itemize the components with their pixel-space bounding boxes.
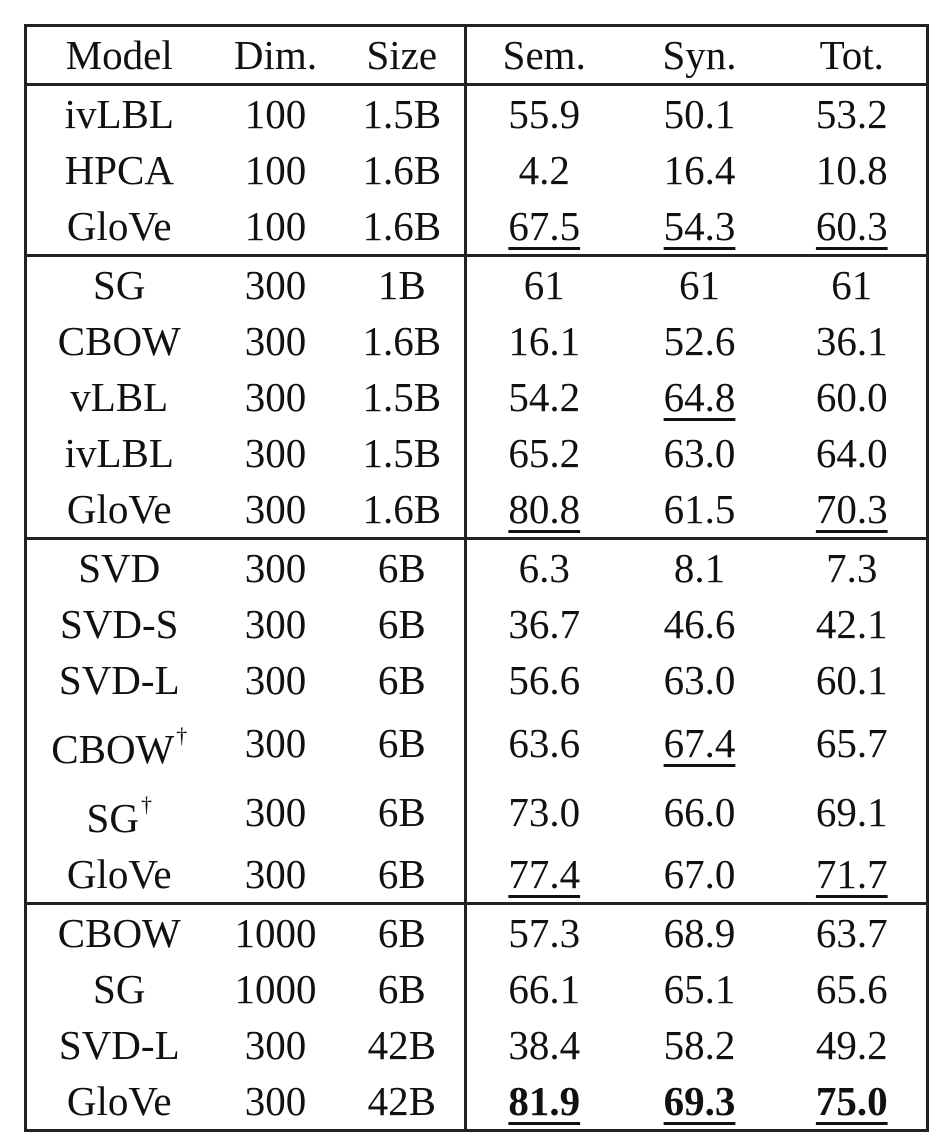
header-row: [26, 26, 928, 85]
cell-sem: [466, 961, 622, 1017]
cell-text: 60.3: [815, 203, 888, 249]
cell-sem: [466, 198, 622, 256]
header-tot: Tot.: [778, 26, 928, 85]
cell-size: [340, 85, 466, 143]
cell-text: 80.8: [508, 486, 581, 532]
cell-text: 65.2: [508, 430, 581, 476]
cell-sem: [466, 1073, 622, 1131]
cell-text: 6B: [377, 966, 426, 1012]
cell-text: SG: [86, 795, 139, 841]
table-row: [26, 1017, 928, 1073]
cell-dim: [212, 777, 340, 846]
cell-dim: [212, 596, 340, 652]
cell-syn: [622, 369, 778, 425]
cell-syn: [622, 596, 778, 652]
cell-size: [340, 481, 466, 539]
cell-syn: [622, 1017, 778, 1073]
cell-dim: [212, 1073, 340, 1131]
cell-dim: [212, 904, 340, 962]
cell-size: [340, 904, 466, 962]
cell-text: 57.3: [508, 910, 581, 956]
table-row: [26, 369, 928, 425]
cell-text: 81.9: [508, 1078, 581, 1124]
cell-tot: [778, 961, 928, 1017]
header-size: Size: [340, 26, 466, 85]
cell-tot: [778, 256, 928, 314]
cell-tot: [778, 904, 928, 962]
cell-tot: [778, 142, 928, 198]
dagger-mark: †: [140, 792, 152, 817]
cell-sem: [466, 256, 622, 314]
cell-dim: [212, 425, 340, 481]
cell-text: 65.1: [663, 966, 736, 1012]
cell-model: [26, 539, 212, 597]
table-row: [26, 596, 928, 652]
cell-syn: [622, 846, 778, 904]
cell-size: [340, 846, 466, 904]
table-row: [26, 1073, 928, 1131]
cell-dim: [212, 652, 340, 708]
cell-text: 61: [831, 262, 873, 308]
cell-sem: [466, 313, 622, 369]
cell-size: [340, 425, 466, 481]
cell-model: [26, 1017, 212, 1073]
cell-text: 1.5B: [362, 430, 442, 476]
cell-text: 63.6: [508, 719, 581, 766]
cell-text: 67.5: [508, 203, 581, 249]
cell-text: 36.7: [508, 601, 581, 647]
cell-tot: [778, 425, 928, 481]
cell-text: vLBL: [70, 374, 169, 420]
cell-sem: [466, 85, 622, 143]
table-row: [26, 198, 928, 256]
cell-model: [26, 777, 212, 846]
cell-syn: [622, 539, 778, 597]
cell-size: [340, 1017, 466, 1073]
cell-dim: [212, 846, 340, 904]
cell-text: 58.2: [663, 1022, 736, 1068]
cell-tot: [778, 652, 928, 708]
cell-text: 42B: [367, 1078, 436, 1124]
cell-text: 66.1: [508, 966, 581, 1012]
cell-syn: [622, 85, 778, 143]
cell-text: 66.0: [663, 788, 736, 835]
cell-text: 56.6: [508, 657, 581, 703]
cell-text: 52.6: [663, 318, 736, 364]
cell-text: 300: [244, 374, 307, 420]
cell-dim: [212, 708, 340, 777]
cell-tot: [778, 481, 928, 539]
cell-tot: [778, 85, 928, 143]
cell-text: GloVe: [66, 203, 172, 249]
cell-text: GloVe: [66, 1078, 172, 1124]
table-row: [26, 142, 928, 198]
cell-tot: [778, 846, 928, 904]
cell-text: 1000: [234, 910, 317, 956]
cell-text: 63.0: [663, 657, 736, 703]
cell-text: 1.5B: [362, 374, 442, 420]
dagger-mark: †: [176, 723, 188, 748]
cell-model: [26, 961, 212, 1017]
cell-text: 49.2: [815, 1022, 888, 1068]
header-sem: Sem.: [466, 26, 622, 85]
cell-tot: [778, 777, 928, 846]
cell-sem: [466, 481, 622, 539]
cell-model: [26, 256, 212, 314]
cell-dim: [212, 85, 340, 143]
cell-text: 64.8: [663, 374, 736, 420]
cell-text: 63.7: [815, 910, 888, 956]
cell-text: 60.0: [815, 374, 888, 420]
cell-syn: [622, 256, 778, 314]
cell-syn: [622, 425, 778, 481]
cell-sem: [466, 708, 622, 777]
table-row: [26, 777, 928, 846]
cell-model: [26, 142, 212, 198]
cell-syn: [622, 481, 778, 539]
cell-size: [340, 777, 466, 846]
cell-size: [340, 198, 466, 256]
cell-sem: [466, 142, 622, 198]
cell-sem: [466, 846, 622, 904]
cell-text: SVD-S: [60, 601, 179, 647]
cell-syn: [622, 708, 778, 777]
cell-text: 64.0: [815, 430, 888, 476]
cell-text: SVD: [78, 545, 161, 591]
cell-text: 300: [244, 262, 307, 308]
cell-text: 1.6B: [362, 203, 442, 249]
cell-text: 1B: [377, 262, 426, 308]
cell-text: 73.0: [508, 788, 581, 835]
cell-sem: [466, 652, 622, 708]
cell-size: [340, 142, 466, 198]
cell-text: CBOW: [51, 726, 175, 772]
cell-text: 100: [244, 147, 307, 193]
cell-text: 300: [244, 1078, 307, 1124]
table-row: [26, 481, 928, 539]
cell-text: 65.6: [815, 966, 888, 1012]
cell-sem: [466, 1017, 622, 1073]
cell-syn: [622, 198, 778, 256]
cell-text: 36.1: [815, 318, 888, 364]
table-row: [26, 904, 928, 962]
cell-size: [340, 1073, 466, 1131]
cell-size: [340, 961, 466, 1017]
cell-tot: [778, 369, 928, 425]
cell-text: 67.0: [663, 851, 736, 897]
table-row: [26, 708, 928, 777]
word-analogy-results-table: [24, 24, 929, 1132]
cell-dim: [212, 539, 340, 597]
cell-text: 68.9: [663, 910, 736, 956]
cell-size: [340, 596, 466, 652]
cell-text: 300: [244, 318, 307, 364]
cell-text: 6.3: [518, 545, 570, 591]
results-table-container: [24, 24, 926, 1132]
cell-dim: [212, 142, 340, 198]
cell-text: 6B: [377, 910, 426, 956]
cell-sem: [466, 539, 622, 597]
cell-syn: [622, 777, 778, 846]
cell-dim: [212, 481, 340, 539]
cell-dim: [212, 961, 340, 1017]
cell-text: 300: [244, 657, 307, 703]
cell-text: 42.1: [815, 601, 888, 647]
cell-tot: [778, 1073, 928, 1131]
cell-size: [340, 256, 466, 314]
cell-model: [26, 846, 212, 904]
cell-syn: [622, 961, 778, 1017]
cell-model: [26, 198, 212, 256]
table-row: [26, 425, 928, 481]
cell-text: 10.8: [815, 147, 888, 193]
cell-text: 65.7: [815, 719, 888, 766]
cell-text: GloVe: [66, 851, 172, 897]
cell-text: 300: [244, 486, 307, 532]
cell-text: 53.2: [815, 91, 888, 137]
cell-text: 8.1: [673, 545, 726, 591]
table-row: [26, 85, 928, 143]
cell-text: ivLBL: [64, 91, 174, 137]
cell-text: 70.3: [815, 486, 888, 532]
cell-syn: [622, 904, 778, 962]
cell-text: 4.2: [518, 147, 570, 193]
cell-text: 6B: [377, 788, 426, 835]
cell-sem: [466, 425, 622, 481]
cell-model: [26, 481, 212, 539]
cell-text: 50.1: [663, 91, 736, 137]
cell-dim: [212, 313, 340, 369]
cell-tot: [778, 1017, 928, 1073]
cell-text: 63.0: [663, 430, 736, 476]
cell-syn: [622, 142, 778, 198]
table-row: [26, 539, 928, 597]
cell-size: [340, 652, 466, 708]
cell-model: [26, 369, 212, 425]
table-row: [26, 313, 928, 369]
header-syn: Syn.: [622, 26, 778, 85]
cell-size: [340, 313, 466, 369]
cell-text: 67.4: [663, 719, 736, 766]
cell-text: 6B: [377, 657, 426, 703]
cell-text: 46.6: [663, 601, 736, 647]
cell-text: SG: [93, 966, 146, 1012]
cell-size: [340, 708, 466, 777]
cell-text: 54.3: [663, 203, 736, 249]
cell-text: 69.1: [815, 788, 888, 835]
table-body: [26, 85, 928, 1131]
cell-size: [340, 539, 466, 597]
cell-text: 16.1: [508, 318, 581, 364]
cell-tot: [778, 539, 928, 597]
cell-text: 55.9: [508, 91, 581, 137]
cell-text: 1000: [234, 966, 317, 1012]
cell-text: 61: [523, 262, 565, 308]
cell-dim: [212, 256, 340, 314]
cell-text: 1.6B: [362, 486, 442, 532]
table-row: [26, 256, 928, 314]
cell-size: [340, 369, 466, 425]
cell-syn: [622, 1073, 778, 1131]
cell-model: [26, 425, 212, 481]
cell-sem: [466, 369, 622, 425]
cell-text: 300: [244, 601, 307, 647]
cell-text: 6B: [377, 719, 426, 766]
cell-text: 60.1: [815, 657, 888, 703]
cell-text: SVD-L: [58, 657, 180, 703]
cell-text: 300: [244, 1022, 307, 1068]
cell-text: 300: [244, 545, 307, 591]
cell-sem: [466, 904, 622, 962]
cell-text: 75.0: [815, 1078, 888, 1124]
cell-model: [26, 313, 212, 369]
cell-model: [26, 708, 212, 777]
cell-dim: [212, 1017, 340, 1073]
cell-text: 16.4: [663, 147, 736, 193]
cell-text: 300: [244, 719, 307, 766]
cell-sem: [466, 596, 622, 652]
cell-text: 6B: [377, 851, 426, 897]
cell-text: CBOW: [57, 318, 181, 364]
table-row: [26, 846, 928, 904]
cell-text: 77.4: [508, 851, 581, 897]
cell-text: SG: [93, 262, 146, 308]
cell-text: 300: [244, 851, 307, 897]
cell-model: [26, 1073, 212, 1131]
cell-tot: [778, 596, 928, 652]
cell-model: [26, 904, 212, 962]
cell-model: [26, 85, 212, 143]
table-row: [26, 652, 928, 708]
cell-dim: [212, 198, 340, 256]
cell-text: 71.7: [815, 851, 888, 897]
cell-tot: [778, 313, 928, 369]
cell-text: 1.6B: [362, 318, 442, 364]
cell-model: [26, 596, 212, 652]
cell-text: 6B: [377, 601, 426, 647]
cell-text: SVD-L: [58, 1022, 180, 1068]
cell-syn: [622, 313, 778, 369]
cell-text: 61.5: [663, 486, 736, 532]
cell-text: 7.3: [826, 545, 878, 591]
cell-syn: [622, 652, 778, 708]
cell-text: GloVe: [66, 486, 172, 532]
cell-sem: [466, 777, 622, 846]
cell-text: 300: [244, 788, 307, 835]
cell-text: 1.5B: [362, 91, 442, 137]
cell-text: 100: [244, 203, 307, 249]
cell-text: 1.6B: [362, 147, 442, 193]
cell-text: 42B: [367, 1022, 436, 1068]
cell-tot: [778, 198, 928, 256]
cell-model: [26, 652, 212, 708]
cell-text: 300: [244, 430, 307, 476]
cell-text: 54.2: [508, 374, 581, 420]
cell-text: 38.4: [508, 1022, 581, 1068]
cell-text: 100: [244, 91, 307, 137]
header-dim: Dim.: [212, 26, 340, 85]
cell-text: CBOW: [57, 910, 181, 956]
cell-tot: [778, 708, 928, 777]
cell-text: 6B: [377, 545, 426, 591]
cell-text: 69.3: [663, 1078, 736, 1124]
cell-text: ivLBL: [64, 430, 174, 476]
cell-text: 61: [679, 262, 720, 308]
cell-dim: [212, 369, 340, 425]
table-header: [26, 26, 928, 85]
table-row: [26, 961, 928, 1017]
cell-text: HPCA: [64, 147, 174, 193]
header-model: Model: [26, 26, 212, 85]
